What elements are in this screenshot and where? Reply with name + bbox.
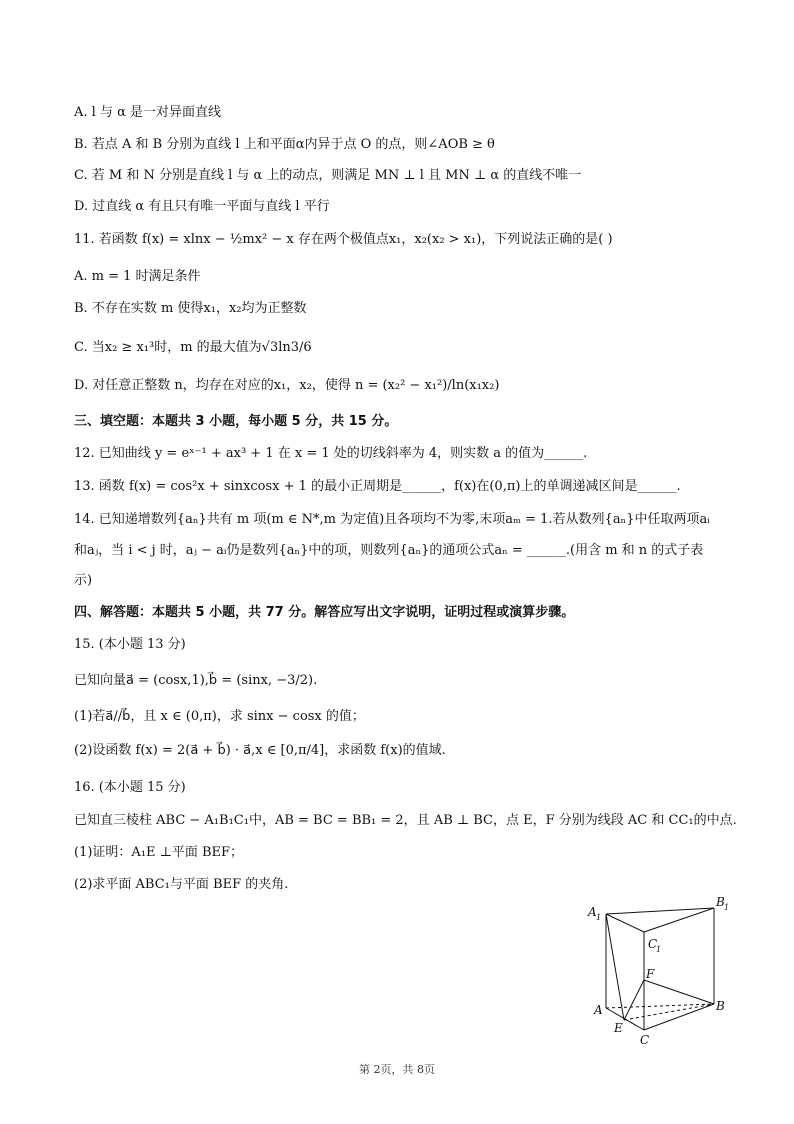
option-10a: A. l 与 α 是一对异面直线 bbox=[74, 105, 221, 120]
option-10c: C. 若 M 和 N 分别是直线 l 与 α 上的动点，则满足 MN ⊥ l 且 MN ⊥ α 的直线不唯一 bbox=[74, 168, 582, 183]
label-c1-sub: 1 bbox=[656, 945, 662, 954]
label-a1: A bbox=[588, 905, 597, 919]
question-15-header: 15. (本小题 13 分) bbox=[74, 637, 186, 652]
option-11b: B. 不存在实数 m 使得x₁，x₂均为正整数 bbox=[74, 301, 307, 316]
question-11: 11. 若函数 f(x) = xlnx − ½mx² − x 存在两个极值点x₁，x₂(x₂ > x₁)，下列说法正确的是( ) bbox=[74, 232, 613, 247]
question-15-part1: (1)若a⃗//b⃗，且 x ∈ (0,π)，求 sinx − cosx 的值； bbox=[74, 709, 365, 724]
label-a1-sub: 1 bbox=[596, 913, 602, 922]
question-14-line2: 和aⱼ，当 i < j 时，aⱼ − aᵢ仍是数列{aₙ}中的项，则数列{aₙ}的通项公式aₙ = ______.(用含 m 和 n 的式子表 bbox=[74, 543, 704, 558]
question-16-stem: 已知直三棱柱 ABC − A₁B₁C₁中，AB = BC = BB₁ = 2，且 AB ⊥ BC，点 E，F 分别为线段 AC 和 CC₁的中点. bbox=[74, 813, 737, 828]
question-16-part2: (2)求平面 ABC₁与平面 BEF 的夹角. bbox=[74, 877, 289, 892]
option-10b: B. 若点 A 和 B 分别为直线 l 上和平面α内异于点 O 的点，则∠AOB ≥ θ bbox=[74, 137, 495, 152]
question-14-line1: 14. 已知递增数列{aₙ}共有 m 项(m ∈ N*,m 为定值)且各项均不为零,末项aₘ = 1.若从数列{aₙ}中任取两项aᵢ bbox=[74, 512, 710, 527]
section-heading-solutions: 四、解答题：本题共 5 小题，共 77 分。解答应写出文字说明，证明过程或演算步骤。 bbox=[74, 605, 575, 620]
label-e: E bbox=[614, 1021, 623, 1035]
option-11d: D. 对任意正整数 n，均存在对应的x₁，x₂，使得 n = (x₂² − x₁²)/ln(x₁x₂) bbox=[74, 378, 500, 393]
option-10d: D. 过直线 α 有且只有唯一平面与直线 l 平行 bbox=[74, 199, 330, 214]
label-c1: C bbox=[648, 937, 658, 951]
question-15-stem: 已知向量a⃗ = (cosx,1),b⃗ = (sinx, −3/2). bbox=[74, 673, 318, 688]
question-14-line3: 示) bbox=[74, 573, 93, 588]
label-a: A bbox=[594, 1003, 603, 1017]
option-11a: A. m = 1 时满足条件 bbox=[74, 269, 201, 284]
edge-a1c1 bbox=[606, 914, 644, 932]
option-11c: C. 当x₂ ≥ x₁³时，m 的最大值为√3ln3/6 bbox=[74, 340, 312, 355]
label-c: C bbox=[640, 1033, 650, 1047]
page-footer: 第 2页，共 8页 bbox=[359, 1063, 435, 1076]
prism-edges bbox=[606, 908, 714, 1030]
segment-fb bbox=[644, 980, 714, 1004]
question-16-part1: (1)证明：A₁E ⊥平面 BEF； bbox=[74, 845, 244, 860]
label-b: B bbox=[716, 999, 725, 1013]
label-f: F bbox=[646, 967, 655, 981]
question-12: 12. 已知曲线 y = eˣ⁻¹ + ax³ + 1 在 x = 1 处的切线斜率为 4，则实数 a 的值为______. bbox=[74, 446, 588, 461]
label-b1-sub: 1 bbox=[724, 903, 730, 912]
question-15-part2: (2)设函数 f(x) = 2(a⃗ + b⃗) · a⃗,x ∈ [0,π/4]，求函数 f(x)的值域. bbox=[74, 743, 446, 758]
segment-a1e bbox=[606, 914, 624, 1020]
segment-ef bbox=[624, 980, 644, 1020]
question-13: 13. 函数 f(x) = cos²x + sinxcosx + 1 的最小正周期是______，f(x)在(0,π)上的单调递减区间是______. bbox=[74, 479, 681, 494]
label-b1: B bbox=[716, 896, 725, 909]
edge-cb bbox=[644, 1004, 714, 1030]
section-heading-fill-in: 三、填空题：本题共 3 小题，每小题 5 分，共 15 分。 bbox=[74, 414, 398, 429]
question-16-header: 16. (本小题 15 分) bbox=[74, 780, 186, 795]
prism-figure bbox=[582, 896, 732, 1056]
